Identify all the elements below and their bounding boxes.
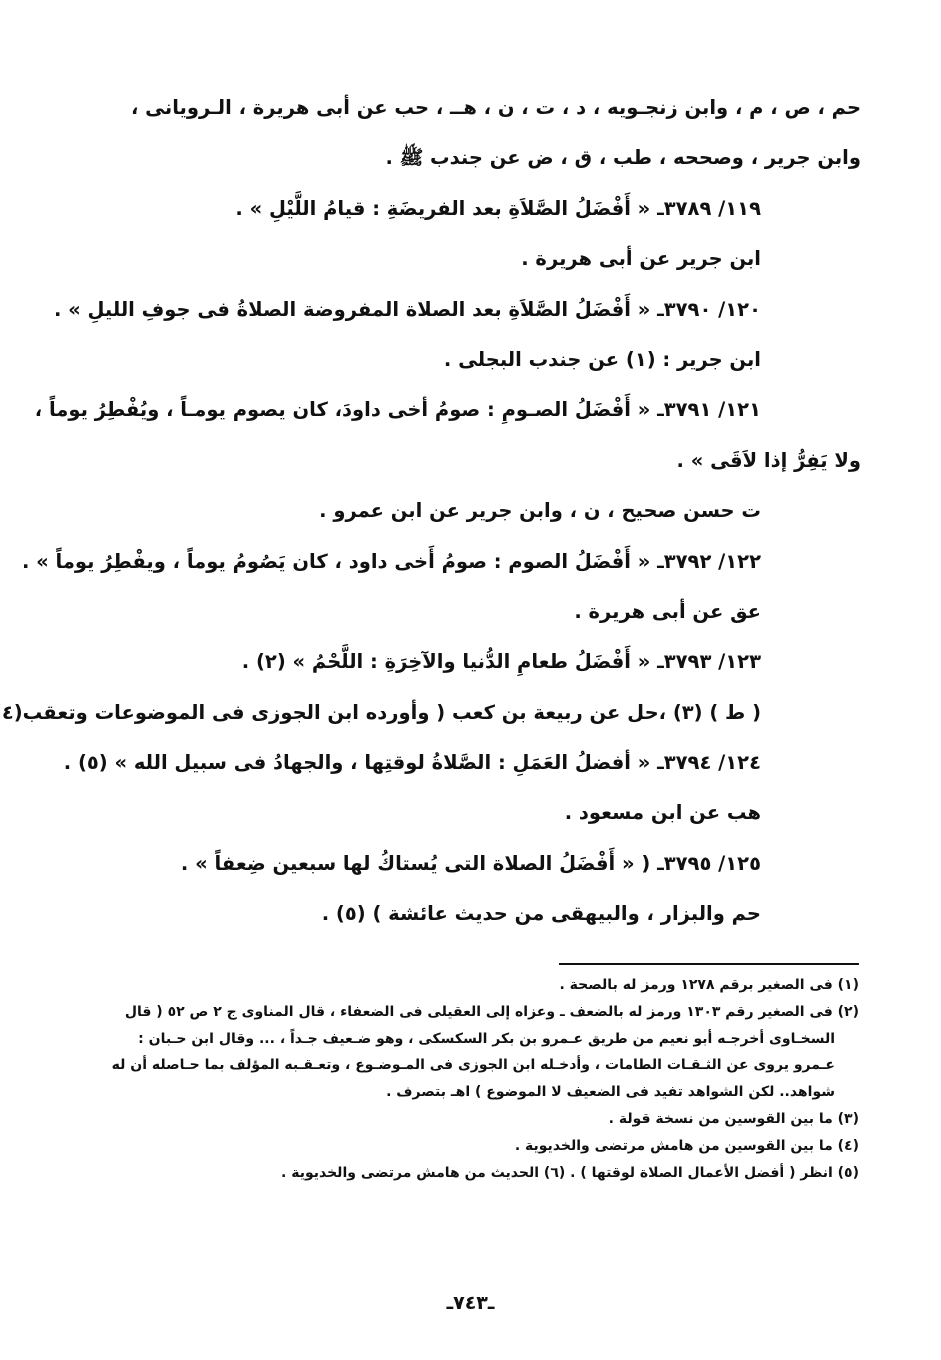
source-line: حم والبزار ، والبيهقى من حديث عائشة ) (٥) . bbox=[321, 902, 761, 926]
text-line: ولا يَفِرُّ إذا لاَقَى » . bbox=[676, 448, 861, 472]
hadith-entry-119: ١١٩/ ٣٧٨٩ـ « أَفْضَلُ الصَّلاَةِ بعد الفريضَةِ : قيامُ اللَّيْلِ » . bbox=[235, 196, 761, 220]
footnote: (٥) انظر ( أفضل الأعمال الصلاة لوقتها ) . (٦) الحديث من هامش مرتضى والخديوية . bbox=[281, 1164, 859, 1181]
text-line: وابن جرير ، وصححه ، طب ، ق ، ض عن جندب ﷺ . bbox=[385, 146, 861, 170]
footnote: (٢) فى الصغير رقم ١٣٠٣ ورمز له بالضعف ـ وعزاه إلى العقيلى فى الضعفاء ، قال المناوى ج ٢ ص ٥٢ ( قال bbox=[124, 1003, 859, 1020]
hadith-entry-121: ١٢١/ ٣٧٩١ـ « أَفْضَلُ الصـومِ : صومُ أخى داودَ، كان يصوم يومـاً ، ويُفْطِرُ يوماً ، bbox=[34, 398, 761, 422]
page-number: ـ٧٤٣ـ bbox=[446, 1292, 495, 1314]
source-line: هب عن ابن مسعود . bbox=[564, 801, 761, 825]
footnote: (٤) ما بين القوسين من هامش مرتضى والخديوية . bbox=[514, 1137, 859, 1154]
footnote: (٣) ما بين القوسين من نسخة قولة . bbox=[608, 1110, 859, 1127]
footnotes bbox=[62, 972, 859, 1186]
hadith-entry-125: ١٢٥/ ٣٧٩٥ـ ( « أَفْضَلُ الصلاة التى يُستاكُ لها سبعين ضِعفاً » . bbox=[180, 851, 761, 875]
footnote-continuation: عـمرو يروى عن الثـقـات الطامات ، وأدخـله ابن الجوزى فى المـوضـوع ، وتعـقـبه المؤلف بما حـاصله أن له bbox=[111, 1057, 835, 1074]
hadith-entry-123: ١٢٣/ ٣٧٩٣ـ « أَفْضَلُ طعامِ الدُّنيا والآخِرَةِ : اللَّحْمُ » (٢) . bbox=[241, 650, 761, 674]
hadith-entry-120: ١٢٠/ ٣٧٩٠ـ « أَفْضَلُ الصَّلاَةِ بعد الصلاة المفروضة الصلاةُ فى جوفِ الليلِ » . bbox=[53, 297, 761, 321]
footnote-continuation: السخـاوى أخرجـه أبو نعيم من طريق عـمرو بن بكر السكسكى ، وهو ضـعيف جـداً ، ... وقال ابن حـبان : bbox=[138, 1030, 835, 1047]
source-line: ابن جرير عن أبى هريرة . bbox=[521, 247, 761, 271]
source-line: ابن جرير : (١) عن جندب البجلى . bbox=[443, 347, 761, 371]
text-line: حم ، ص ، م ، وابن زنجـويه ، د ، ت ، ن ، هــ ، حب عن أبى هريرة ، الـرويانى ، bbox=[130, 96, 861, 119]
hadith-entry-122: ١٢٢/ ٣٧٩٢ـ « أَفْضَلُ الصوم : صومُ أَخى داود ، كان يَصُومُ يوماً ، ويفْطِرُ يوماً » . bbox=[21, 549, 761, 573]
footnote-divider bbox=[559, 963, 859, 965]
hadith-entry-124: ١٢٤/ ٣٧٩٤ـ « أفضلُ العَمَلِ : الصَّلاةُ لوقتِها ، والجهادُ فى سبيل الله » (٥) . bbox=[63, 751, 761, 775]
source-line: عق عن أبى هريرة . bbox=[574, 599, 761, 623]
source-line: ( ط ) (٣) ،حل عن ربيعة بن كعب ( وأورده ابن الجوزى فى الموضوعات وتعقب(٤ bbox=[1, 700, 761, 724]
footnote: (١) فى الصغير برقم ١٢٧٨ ورمز له بالصحة . bbox=[559, 977, 859, 993]
source-line: ت حسن صحيح ، ن ، وابن جرير عن ابن عمرو . bbox=[319, 499, 761, 523]
footnote-continuation: شواهد.. لكن الشواهد تفيد فى الضعيف لا الموضوع ) اهـ بتصرف . bbox=[386, 1084, 835, 1101]
main-text bbox=[1, 83, 861, 940]
